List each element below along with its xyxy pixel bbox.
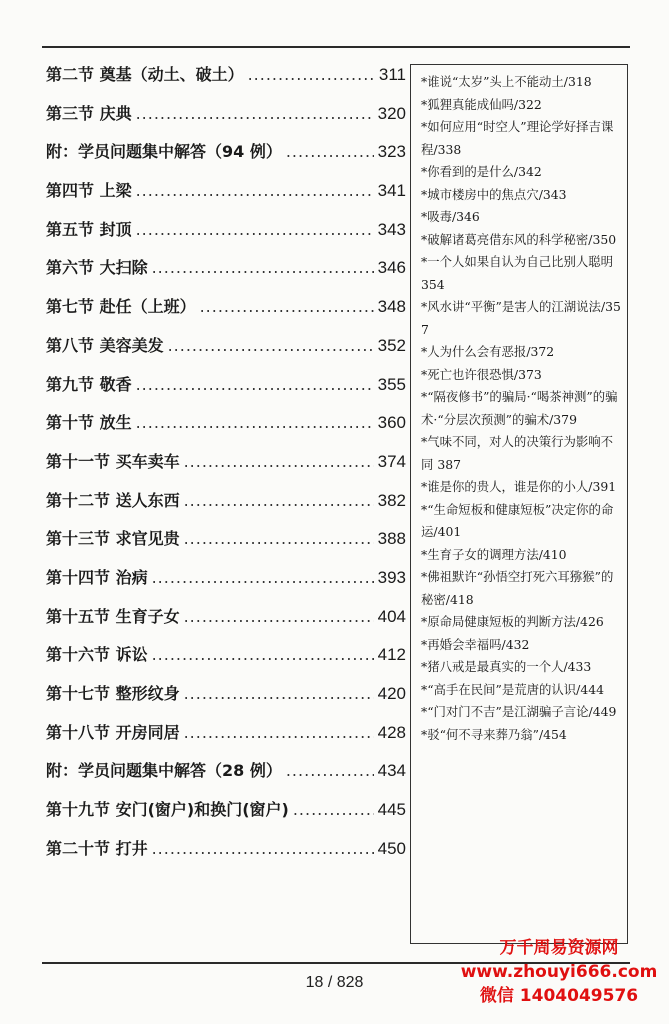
- toc-entry-page: 382: [377, 490, 406, 510]
- toc-entry-title: 第十六节 诉讼: [46, 645, 148, 665]
- toc-entry[interactable]: [46, 681, 406, 720]
- sidebar-note: *生育子女的调理方法/410: [421, 546, 567, 562]
- toc-entry[interactable]: [46, 836, 406, 875]
- toc-entry[interactable]: [46, 255, 406, 294]
- top-divider: [42, 46, 630, 48]
- toc-entry[interactable]: [46, 488, 406, 527]
- dot-leader: [136, 181, 374, 200]
- toc-entry-title: 第九节 敬香: [46, 374, 132, 394]
- toc-entry[interactable]: [46, 294, 406, 333]
- toc-entry[interactable]: [46, 720, 406, 759]
- toc-entry-page: 434: [377, 761, 406, 781]
- toc-entry-title: 第七节 赴任（上班）: [46, 297, 196, 317]
- toc-entry-title: 第十五节 生育子女: [46, 606, 180, 626]
- toc-entry[interactable]: [46, 139, 406, 178]
- dot-leader: [184, 723, 374, 742]
- toc-entry-title: 第六节 大扫除: [46, 258, 148, 278]
- toc-entry-page: 428: [377, 722, 406, 742]
- toc-entry-page: 420: [377, 684, 406, 703]
- toc-entry-title: 第十二节 送人东西: [46, 490, 180, 510]
- table-of-contents: [46, 62, 406, 874]
- dot-leader: [152, 839, 374, 858]
- sidebar-note: *谁是你的贵人，谁是你的小人/391: [421, 479, 617, 494]
- toc-entry-page: 393: [377, 567, 406, 587]
- toc-entry[interactable]: [46, 449, 406, 488]
- sidebar-notes-box: [410, 64, 628, 944]
- sidebar-note: *死亡也许很恐惧/373: [421, 366, 542, 382]
- sidebar-note: *“高手在民间”是荒唐的认识/444: [421, 681, 604, 697]
- toc-entry-title: 第十三节 求官见贵: [46, 529, 180, 549]
- toc-entry-page: 346: [377, 258, 406, 278]
- watermark-site-name: 万千周易资源网: [499, 938, 619, 958]
- dot-leader: [152, 258, 374, 277]
- toc-entry[interactable]: [46, 642, 406, 681]
- dot-leader: [136, 413, 374, 432]
- sidebar-note: *“门对门不吉”是江湖骗子言论/449: [421, 704, 617, 719]
- sidebar-note: *原命局健康短板的判断方法/426: [421, 614, 604, 629]
- toc-entry-title: 第二节 奠基（动土、破土）: [46, 65, 244, 84]
- toc-entry-page: 355: [377, 374, 406, 394]
- dot-leader: [136, 220, 374, 239]
- sidebar-note: *城市楼房中的焦点穴/343: [421, 186, 567, 202]
- toc-entry-page: 450: [377, 838, 406, 858]
- sidebar-note: *你看到的是什么/342: [421, 164, 542, 179]
- toc-entry-page: 343: [377, 219, 406, 239]
- toc-entry-page: 352: [377, 335, 406, 355]
- toc-entry-page: 412: [377, 645, 406, 665]
- dot-leader: [200, 297, 374, 316]
- toc-entry-title: 第四节 上梁: [46, 181, 132, 201]
- toc-entry-page: 404: [377, 606, 406, 626]
- toc-entry[interactable]: [46, 410, 406, 449]
- toc-entry-title: 附：学员问题集中解答（28 例）: [46, 761, 282, 781]
- dot-leader: [293, 800, 374, 819]
- dot-leader: [184, 491, 374, 510]
- toc-entry-page: 445: [377, 800, 406, 820]
- sidebar-note: *风水讲“平衡”是害人的江湖说法/357: [421, 299, 621, 337]
- sidebar-note: *“隔夜修书”的骗局·“喝茶神测”的骗术·“分层次预测”的骗术/379: [421, 389, 618, 427]
- dot-leader: [136, 104, 374, 123]
- toc-entry-page: 323: [377, 142, 406, 162]
- toc-entry-title: 第十八节 开房同居: [46, 722, 180, 742]
- sidebar-note: *再婚会幸福吗/432: [421, 636, 530, 652]
- toc-entry[interactable]: [46, 565, 406, 604]
- toc-entry[interactable]: [46, 372, 406, 411]
- toc-entry[interactable]: [46, 758, 406, 797]
- dot-leader: [184, 607, 374, 626]
- toc-entry-title: 第十四节 治病: [46, 567, 148, 587]
- toc-entry-title: 第十一节 买车卖车: [46, 451, 180, 471]
- sidebar-note: *人为什么会有恶报/372: [421, 344, 555, 359]
- toc-entry-page: 388: [377, 529, 406, 549]
- dot-leader: [184, 684, 374, 703]
- toc-entry[interactable]: [46, 101, 406, 140]
- sidebar-note: *驳“何不寻来葬乃翁”/454: [421, 726, 567, 742]
- dot-leader: [152, 645, 374, 664]
- toc-entry-title: 第三节 庆典: [46, 103, 132, 123]
- dot-leader: [168, 336, 374, 355]
- toc-entry[interactable]: [46, 178, 406, 217]
- toc-entry[interactable]: [46, 604, 406, 643]
- sidebar-note: *气味不同，对人的决策行为影响不同 387: [421, 434, 614, 472]
- sidebar-note: *狐狸真能成仙吗/322: [421, 96, 542, 112]
- dot-leader: [184, 529, 374, 548]
- sidebar-note: *吸毒/346: [421, 209, 480, 224]
- toc-entry-title: 第八节 美容美发: [46, 335, 164, 355]
- toc-entry-title: 附：学员问题集中解答（94 例）: [46, 142, 282, 162]
- toc-entry-title: 第十节 放生: [46, 413, 132, 433]
- dot-leader: [286, 761, 374, 780]
- toc-entry-page: 374: [377, 451, 406, 471]
- toc-entry-page: 348: [377, 297, 406, 317]
- toc-entry[interactable]: [46, 333, 406, 372]
- toc-entry-title: 第十七节 整形纹身: [46, 684, 180, 703]
- dot-leader: [248, 65, 375, 84]
- sidebar-note: *谁说“太岁”头上不能动土/318: [421, 74, 592, 89]
- page-indicator: 18 / 828: [305, 974, 364, 991]
- watermark-url: www.zhouyi666.com: [460, 962, 658, 982]
- watermark: [459, 936, 659, 1008]
- toc-entry-page: 311: [378, 65, 406, 84]
- sidebar-note: *一个人如果自认为自己比别人聪明 354: [421, 254, 614, 292]
- toc-entry[interactable]: [46, 62, 406, 101]
- watermark-wechat: 微信 1404049576: [479, 986, 639, 1006]
- toc-entry-title: 第五节 封顶: [46, 219, 132, 239]
- sidebar-note: *破解诸葛亮借东风的科学秘密/350: [421, 231, 617, 247]
- toc-entry[interactable]: [46, 797, 406, 836]
- toc-entry-title: 第二十节 打井: [46, 838, 148, 858]
- toc-entry-page: 341: [377, 181, 406, 201]
- toc-entry-page: 320: [377, 103, 406, 123]
- dot-leader: [152, 568, 374, 587]
- toc-entry-title: 第十九节 安门(窗户)和换门(窗户): [46, 800, 289, 820]
- dot-leader: [184, 452, 374, 471]
- dot-leader: [286, 142, 374, 161]
- sidebar-note: *如何应用“时空人”理论学好择吉课程/338: [421, 119, 614, 157]
- sidebar-note: *猪八戒是最真实的一个人/433: [421, 659, 592, 674]
- sidebar-note: *“生命短板和健康短板”决定你的命运/401: [421, 501, 614, 539]
- toc-entry-page: 360: [377, 413, 406, 433]
- sidebar-note: *佛祖默许“孙悟空打死六耳猕猴”的秘密/418: [421, 569, 614, 607]
- dot-leader: [136, 375, 374, 394]
- toc-entry[interactable]: [46, 217, 406, 256]
- toc-entry[interactable]: [46, 526, 406, 565]
